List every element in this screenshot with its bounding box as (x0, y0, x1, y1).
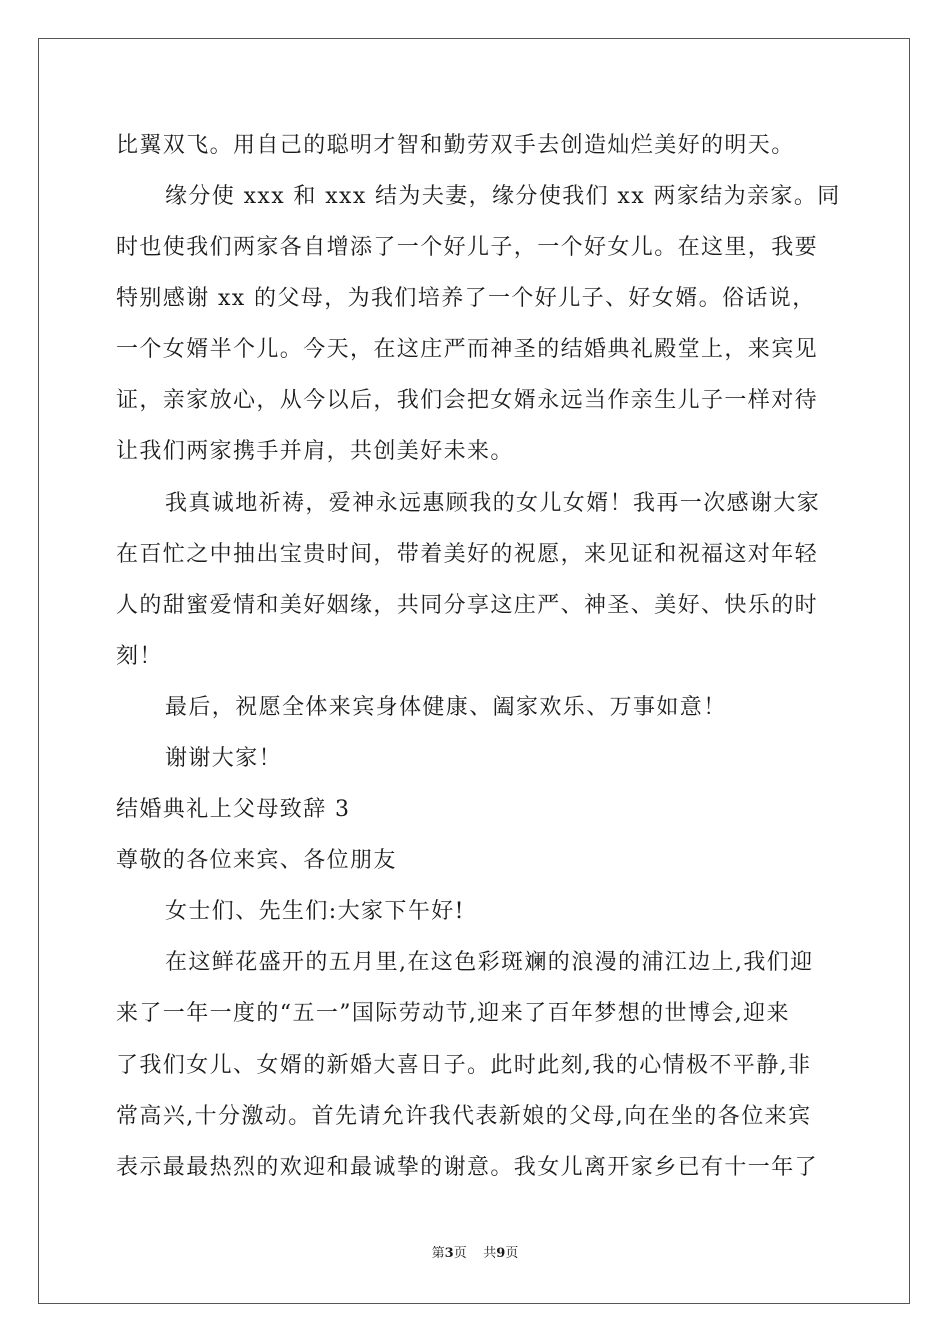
section-heading: 结婚典礼上父母致辞 3 (116, 797, 351, 822)
page-footer (0, 1244, 950, 1264)
paragraph-line: 常高兴,十分激动。首先请允许我代表新娘的父母,向在坐的各位来宾 (116, 1104, 812, 1129)
paragraph-line: 在百忙之中抽出宝贵时间，带着美好的祝愿，来见证和祝福这对年轻 (116, 542, 819, 567)
page-prefix: 第 (431, 1246, 445, 1261)
page-suffix: 页 (453, 1246, 467, 1261)
paragraph-line: 时也使我们两家各自增添了一个好儿子，一个好女儿。在这里，我要 (116, 235, 819, 260)
paragraph-line: 让我们两家携手并肩，共创美好未来。 (116, 439, 514, 464)
salutation-line: 女士们、先生们:大家下午好! (165, 899, 465, 924)
paragraph-line: 来了一年一度的“五一”国际劳动节,迎来了百年梦想的世博会,迎来 (116, 1001, 790, 1026)
total-pages: 9 (496, 1246, 506, 1261)
paragraph-line: 缘分使 xxx 和 xxx 结为夫妻，缘分使我们 xx 两家结为亲家。同 (165, 184, 841, 209)
paragraph-line: 证，亲家放心，从今以后，我们会把女婿永远当作亲生儿子一样对待 (116, 388, 819, 413)
paragraph-line: 人的甜蜜爱情和美好姻缘，共同分享这庄严、神圣、美好、快乐的时 (116, 593, 819, 618)
salutation-line: 尊敬的各位来宾、各位朋友 (116, 848, 397, 873)
page-number: 3 (444, 1246, 454, 1261)
paragraph-line: 刻！ (116, 644, 163, 669)
paragraph-line: 一个女婿半个儿。今天，在这庄严而神圣的结婚典礼殿堂上，来宾见 (116, 337, 819, 362)
paragraph-line: 了我们女儿、女婿的新婚大喜日子。此时此刻,我的心情极不平静,非 (116, 1053, 812, 1078)
paragraph-line: 特别感谢 xx 的父母，为我们培养了一个好儿子、好女婿。俗话说， (116, 286, 816, 311)
total-suffix: 页 (505, 1246, 519, 1261)
paragraph-line: 比翼双飞。用自己的聪明才智和勤劳双手去创造灿烂美好的明天。 (116, 133, 795, 158)
total-prefix: 共 (483, 1246, 497, 1261)
paragraph-line: 谢谢大家！ (165, 746, 283, 771)
paragraph-line: 最后，祝愿全体来宾身体健康、阖家欢乐、万事如意！ (165, 695, 727, 720)
paragraph-line: 在这鲜花盛开的五月里,在这色彩斑斓的浪漫的浦江边上,我们迎 (165, 950, 814, 975)
paragraph-line: 表示最最热烈的欢迎和最诚挚的谢意。我女儿离开家乡已有十一年了 (116, 1155, 819, 1180)
paragraph-line: 我真诚地祈祷，爱神永远惠顾我的女儿女婿！我再一次感谢大家 (165, 491, 821, 516)
